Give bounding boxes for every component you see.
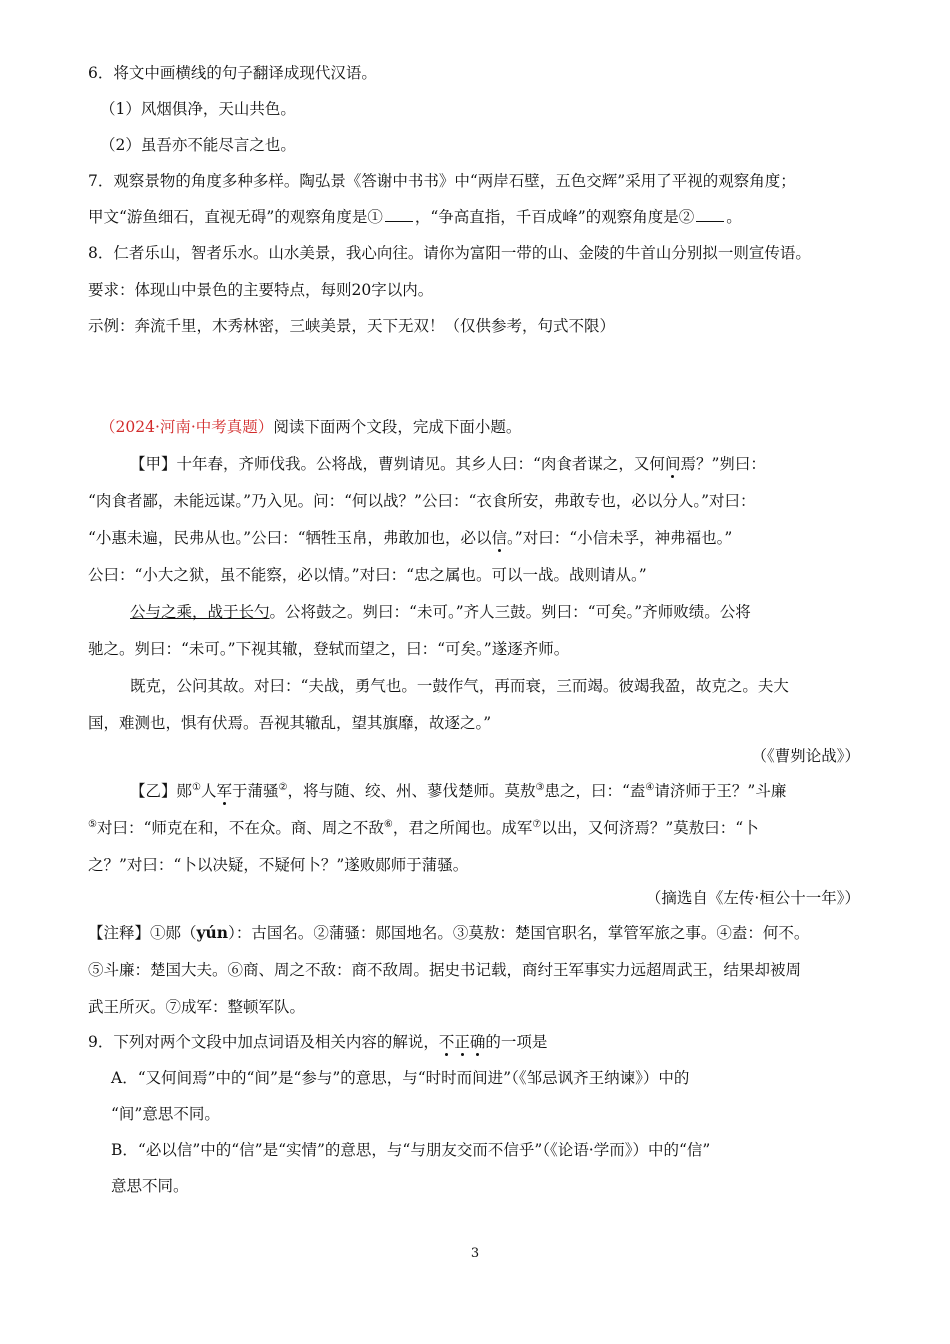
footnote-marker: ③ [535, 781, 545, 793]
jia-text: 焉？”刿曰： [680, 455, 766, 473]
dotted-char: 确 [469, 1033, 486, 1051]
jia-text: 。公将鼓之。刿曰：“未可。”齐人三鼓。刿曰：“可矣。”齐师败绩。公将 [269, 603, 751, 621]
footnote-marker: ④ [645, 781, 655, 793]
notes-text: ）：古国名。②蒲骚：郧国地名。③莫敖：楚国官职名，掌管军旅之事。④盍：何不。 [228, 924, 810, 942]
q8-requirement: 要求：体现山中景色的主要特点，每则20字以内。 [88, 281, 434, 299]
yi-text: ，将与随、绞、州、蓼伐楚师。莫敖 [287, 782, 536, 800]
jia-p1-line-2: “肉食者鄙，未能远谋。”乃入见。问：“何以战？”公曰：“衣食所安，弗敢专也，必以分人。”对曰： [88, 492, 756, 510]
jia-p1-line-3 [88, 527, 732, 549]
dotted-char-xin: 信 [491, 529, 508, 547]
option-b-line-1: B．“必以信”中的“信”是“实情”的意思，与“与朋友交而不信乎”（《论语·学而》）中的“信” [111, 1141, 711, 1159]
q8-line-1: 8．仁者乐山，智者乐水。山水美景，我心向往。请你为富阳一带的山、金陵的牛首山分别拟一则宣传语。 [88, 244, 811, 262]
answer-blank-2[interactable] [696, 207, 724, 222]
dotted-char-jian: 间 [664, 455, 681, 473]
option-a-line-1: A．“又何间焉”中的“间”是“参与”的意思，与“时时而间进”（《邹忌讽齐王纳谏》）中的 [111, 1069, 690, 1087]
notes-line-3: 武王所灭。⑦成军：整顿军队。 [88, 998, 306, 1016]
q9-stem [88, 1031, 547, 1053]
notes-line-2: ⑤斗廉：楚国大夫。⑥商、周之不敌：商不敌周。据史书记载，商纣王军事实力远超周武王，结果却被周 [88, 961, 802, 979]
section-instruction: 阅读下面两个文段，完成下面小题。 [273, 418, 522, 436]
yi-text: 于蒲骚 [232, 782, 279, 800]
jia-p1-line-1 [130, 453, 766, 475]
footnote-marker: ⑥ [383, 818, 393, 830]
footnote-marker: ① [192, 781, 201, 793]
q7-text-c: 。 [726, 208, 742, 226]
jia-p3-line-2: 国，难测也，惧有伏焉。吾视其辙乱，望其旗靡，故逐之。” [88, 714, 492, 732]
footnote-marker: ② [278, 781, 288, 793]
yi-text: 请济师于王？”斗廉 [654, 782, 787, 800]
q6-stem: 6．将文中画横线的句子翻译成现代汉语。 [88, 64, 377, 82]
yi-text: 【乙】郧 [130, 782, 193, 800]
yi-citation: （摘选自《左传·桓公十一年》） [645, 889, 860, 907]
notes-text: 【注释】①郧（ [88, 924, 197, 942]
yi-line-1 [130, 780, 786, 802]
jia-text: “小惠未遍，民弗从也。”公曰：“牺牲玉帛，弗敢加也，必以 [88, 529, 492, 547]
section-header [100, 416, 521, 438]
q9-text: 的一项是 [485, 1033, 548, 1051]
jia-citation: （《曹刿论战》） [751, 747, 860, 765]
q7-line-2 [88, 206, 742, 228]
jia-p1-line-4: 公曰：“小大之狱，虽不能察，必以情。”对曰：“忠之属也。可以一战。战则请从。” [88, 566, 647, 584]
q6-sentence-2: （2）虽吾亦不能尽言之也。 [100, 136, 296, 154]
jia-text: 【甲】十年春，齐师伐我。公将战，曹刿请见。其乡人曰：“肉食者谋之，又何 [130, 455, 665, 473]
yi-text: 以出，又何济焉？”莫敖曰：“卜 [541, 819, 759, 837]
q7-line-1: 7．观察景物的角度多种多样。陶弘景《答谢中书书》中“两岸石壁，五色交辉”采用了平视的观察角度； [88, 172, 796, 190]
q9-text: 9．下列对两个文段中加点词语及相关内容的解说， [88, 1033, 439, 1051]
jia-text: 。”对曰：“小信未孚，神弗福也。” [507, 529, 733, 547]
footnote-marker: ⑦ [532, 818, 542, 830]
pinyin: yún [196, 923, 229, 942]
yi-line-3: 之？”对曰：“卜以决疑，不疑何卜？”遂败郧师于蒲骚。 [88, 856, 469, 874]
yi-text: 对曰：“师克在和，不在众。商、周之不敌 [96, 819, 384, 837]
q7-text-a: 甲文“游鱼细石，直视无碍”的观察角度是① [88, 208, 383, 226]
q8-example: 示例：奔流千里，木秀林密，三峡美景，天下无双！（仅供参考，句式不限） [88, 317, 616, 335]
dotted-char: 不 [438, 1033, 455, 1051]
yi-text: 患之，曰：“盍 [544, 782, 646, 800]
yi-line-2 [88, 817, 759, 839]
page-number: 3 [470, 1246, 480, 1261]
dotted-char: 正 [454, 1033, 470, 1051]
option-a-line-2: “间”意思不同。 [111, 1105, 220, 1123]
jia-p3-line-1: 既克，公问其故。对曰：“夫战，勇气也。一鼓作气，再而衰，三而竭。彼竭我盈，故克之。夫大 [130, 677, 789, 695]
q7-text-b: ，“争高直指，千百成峰”的观察角度是② [414, 208, 695, 226]
jia-p2-line-2: 驰之。刿曰：“未可。”下视其辙，登轼而望之，曰：“可矣。”遂逐齐师。 [88, 640, 570, 658]
notes-line-1 [88, 922, 809, 944]
answer-blank-1[interactable] [385, 207, 413, 222]
footnote-marker: ⑤ [88, 818, 97, 830]
underlined-sentence: 公与之乘，战于长勺 [130, 603, 270, 621]
dotted-char-jun: 军 [216, 782, 233, 800]
jia-p2-line-1 [130, 601, 751, 623]
yi-text: ，君之所闻也。成军 [392, 819, 533, 837]
yi-text: 人 [200, 782, 217, 800]
q6-sentence-1: （1）风烟俱净，天山共色。 [100, 100, 296, 118]
option-b-line-2: 意思不同。 [111, 1177, 189, 1195]
exam-source-label: （2024·河南·中考真题） [100, 418, 274, 436]
